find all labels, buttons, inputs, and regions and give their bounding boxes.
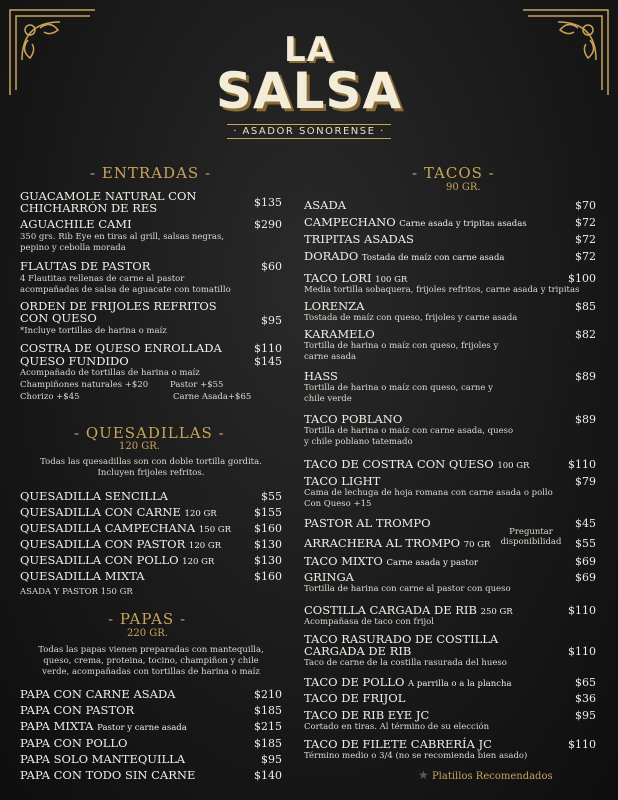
- section-note: Incluyen frijoles refritos.: [97, 468, 205, 478]
- menu-item-price: $185: [254, 737, 282, 750]
- section-subtitle: 90 GR.: [446, 182, 481, 193]
- menu-item-price: $110: [568, 604, 596, 617]
- menu-item-price: $70: [575, 199, 596, 212]
- menu-item: COSTILLA CARGADA DE RIB 250 GR: [304, 603, 513, 617]
- menu-item-name: PASTOR AL TROMPO: [304, 516, 431, 530]
- menu-item-price: $69: [575, 571, 596, 584]
- menu-item-name: TACO DE FILETE CABRERÍA JC: [304, 737, 492, 751]
- menu-item-name: COSTRA DE QUESO ENROLLADA: [20, 341, 222, 355]
- menu-item-extra: Carne Asada+$65: [173, 392, 252, 402]
- menu-item-name: FLAUTAS DE PASTOR: [20, 259, 151, 273]
- menu-item-price: $215: [254, 720, 282, 733]
- menu-item-desc: carne asada: [304, 352, 357, 362]
- menu-item-price: $89: [575, 370, 596, 383]
- menu-item-name: TACO RASURADO DE COSTILLA: [304, 632, 499, 646]
- menu-item-price: $55: [261, 490, 282, 503]
- menu-item: PAPA MIXTA Pastor y carne asada: [20, 719, 187, 733]
- menu-item-price: $95: [575, 709, 596, 722]
- menu-item-desc: 4 Flautitas rellenas de carne al pastor: [20, 274, 185, 284]
- menu-item-name: TACO DE RIB EYE JC: [304, 708, 430, 722]
- menu-item-name: KARAMELO: [304, 327, 375, 341]
- menu-item: QUESADILLA SENCILLA: [20, 489, 168, 503]
- menu-item: TACO MIXTO Carne asada y pastor: [304, 554, 479, 568]
- menu-item-price: $36: [575, 692, 596, 705]
- menu-item-desc: Con Queso +15: [304, 499, 372, 509]
- section-title-quesadillas: - QUESADILLAS -: [74, 424, 225, 442]
- menu-item-price: $160: [254, 522, 282, 535]
- logo-la: LA: [284, 30, 334, 70]
- menu-item-desc: Acompañado de tortillas de harina o maíz: [20, 368, 200, 378]
- recommended-legend: [418, 768, 553, 782]
- menu-item-price: $110: [568, 645, 596, 658]
- menu-item-price: $72: [575, 250, 596, 263]
- menu-item-name: QUESADILLA MIXTA: [20, 569, 145, 583]
- menu-item-price: $140: [254, 769, 282, 782]
- menu-item-desc: y chile poblano tatemado: [304, 437, 413, 447]
- menu-item-desc: Tortilla de harina o maíz con queso, carne y: [304, 383, 493, 393]
- menu-item-extra: Champiñones naturales +$20: [20, 380, 149, 390]
- menu-item-name: PAPA SOLO MANTEQUILLA: [20, 752, 186, 766]
- menu-item-name: CARGADA DE RIB: [304, 644, 412, 658]
- menu-item-name: PAPA CON PASTOR: [20, 703, 135, 717]
- menu-item-price: $72: [575, 233, 596, 246]
- menu-item-desc: Taco de carne de la costilla rasurada del hueso: [304, 658, 507, 668]
- menu-item-price: $130: [254, 538, 282, 551]
- logo-salsa: SALSA: [215, 62, 403, 120]
- section-title-papas: - PAPAS -: [108, 610, 187, 628]
- menu-item-desc: ASADA Y PASTOR 150 GR: [20, 587, 133, 597]
- menu-item-price: $110: [568, 738, 596, 751]
- menu-item-price: $145: [254, 355, 282, 368]
- menu-item-name: ORDEN DE FRIJOLES REFRITOS: [20, 299, 217, 313]
- menu-item: DORADO Tostada de maíz con carne asada: [304, 249, 505, 263]
- menu-item-price: $95: [261, 314, 282, 327]
- menu-item: CAMPECHANO Carne asada y tripitas asadas: [304, 215, 527, 229]
- logo-tagline: · ASADOR SONORENSE ·: [0, 126, 618, 137]
- menu-item-name: PAPA CON CARNE ASADA: [20, 687, 176, 701]
- menu-item: QUESADILLA CON PASTOR 120 GR: [20, 537, 222, 551]
- menu-item-name: HASS: [304, 369, 338, 383]
- menu-item-desc: *Incluye tortillas de harina o maíz: [20, 326, 167, 336]
- menu-item-price: $55: [575, 537, 596, 550]
- legend-label: Platillos Recomendados: [431, 771, 553, 782]
- menu-item-extra: Pastor +$55: [170, 380, 224, 390]
- menu-item-desc: Tortilla de harina o maíz con carne asada, queso: [304, 426, 514, 436]
- section-subtitle: 220 GR.: [127, 628, 168, 639]
- menu-item-price: $110: [254, 342, 282, 355]
- menu-item-name: TACO LIGHT: [304, 474, 381, 488]
- menu-item-desc: Tortilla de harina o maíz con queso, frijoles y: [304, 341, 499, 351]
- menu-item-desc: Tostada de maíz con queso, frijoles y carne asada: [304, 313, 518, 323]
- menu-item-name: GUACAMOLE NATURAL CON: [20, 189, 197, 203]
- section-title-tacos: - TACOS -: [412, 164, 495, 182]
- menu-item-price: $100: [568, 272, 596, 285]
- menu-item: TACO DE COSTRA CON QUESO 100 GR: [304, 457, 530, 471]
- menu-item-price: $210: [254, 688, 282, 701]
- menu-item-price: $155: [254, 506, 282, 519]
- menu-item-desc: Tortilla de harina con carne al pastor con queso: [304, 584, 511, 594]
- menu-item-price: $185: [254, 704, 282, 717]
- menu-item-price: $130: [254, 554, 282, 567]
- menu-item-name: CHICHARRÓN DE RES: [20, 201, 158, 215]
- menu-item-name: QUESO FUNDIDO: [20, 354, 129, 368]
- menu-item: QUESADILLA CON POLLO 120 GR: [20, 553, 215, 567]
- menu-item-price: $72: [575, 216, 596, 229]
- menu-item-price: $89: [575, 413, 596, 426]
- menu-item-name: PAPA CON TODO SIN CARNE: [20, 768, 196, 782]
- menu-item-name: GRINGA: [304, 570, 354, 584]
- menu-item-name: LORENZA: [304, 299, 365, 313]
- menu-item-name: AGUACHILE CAMI: [20, 217, 132, 231]
- menu-item-price: $60: [261, 260, 282, 273]
- menu-item-desc: acompañadas de salsa de aguacate con tomatillo: [20, 285, 231, 295]
- menu-item-desc: Término medio o 3/4 (no se recomienda bien asado): [304, 751, 528, 761]
- menu-item: QUESADILLA CAMPECHANA 150 GR: [20, 521, 231, 535]
- menu-item: QUESADILLA CON CARNE 120 GR: [20, 505, 217, 519]
- section-note: queso, crema, proteina, tocino, champiñon y chile: [43, 656, 259, 666]
- availability-note: disponibilidad: [500, 537, 562, 547]
- section-title-entradas: - ENTRADAS -: [90, 164, 212, 182]
- menu-item-name: ASADA: [304, 198, 347, 212]
- menu-item-name: PAPA CON POLLO: [20, 736, 128, 750]
- menu-item-price: $160: [254, 570, 282, 583]
- menu-item-price: $95: [261, 753, 282, 766]
- menu-item-price: $82: [575, 328, 596, 341]
- menu-item: ARRACHERA AL TROMPO 70 GR: [304, 536, 491, 550]
- availability-note: Preguntar: [509, 527, 553, 537]
- star-icon: ★: [418, 768, 429, 782]
- menu-item-price: $85: [575, 300, 596, 313]
- section-note: verde, acompañadas con tortillas de harina o maíz: [42, 667, 260, 677]
- menu-item-name: TACO POBLANO: [304, 412, 403, 426]
- menu-item-desc: Media tortilla sobaquera, frijoles refritos, carne asada y tripitas: [304, 285, 580, 295]
- menu-item-price: $110: [568, 458, 596, 471]
- section-note: Todas las quesadillas son con doble tortilla gordita.: [40, 457, 262, 467]
- menu-item: TACO LORI 100 GR: [304, 271, 408, 285]
- menu-item-name: CON QUESO: [20, 311, 97, 325]
- menu-item-desc: Acompañasa de taco con frijol: [304, 617, 434, 627]
- menu-item-desc: Cortado en tiras. Al término de su elección: [304, 722, 490, 732]
- section-subtitle: 120 GR.: [119, 441, 160, 452]
- menu-item-price: $69: [575, 555, 596, 568]
- menu-item-desc: chile verde: [304, 394, 352, 404]
- menu-item-desc: 350 grs. Rib Eye en tiras al grill, salsas negras,: [20, 232, 225, 242]
- menu-item-price: $135: [254, 196, 282, 209]
- menu-item-price: $79: [575, 475, 596, 488]
- menu-item-name: TRIPITAS ASADAS: [304, 232, 414, 246]
- menu-item-desc: Cama de lechuga de hoja romana con carne asada o pollo: [304, 488, 553, 498]
- menu-item-desc: pepino y cebolla morada: [20, 243, 126, 253]
- menu-item-price: $45: [575, 517, 596, 530]
- menu-item-extra: Chorizo +$45: [20, 392, 80, 402]
- menu-item: TACO DE POLLO A parrilla o a la plancha: [304, 675, 512, 689]
- menu-item-price: $290: [254, 218, 282, 231]
- menu-item-name: TACO DE FRIJOL: [304, 691, 406, 705]
- section-note: Todas las papas vienen preparadas con mantequilla,: [38, 645, 264, 655]
- menu-item-price: $65: [575, 676, 596, 689]
